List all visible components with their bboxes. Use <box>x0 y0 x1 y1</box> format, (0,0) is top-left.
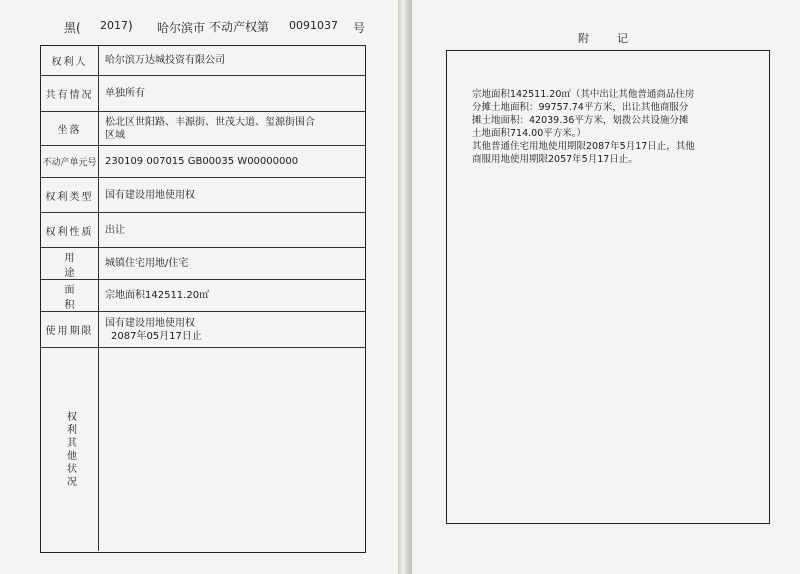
table-row <box>41 248 365 280</box>
row-label: 使用期限 <box>41 312 99 347</box>
rights-table <box>40 45 366 553</box>
table-row <box>41 312 365 348</box>
table-row <box>41 146 365 178</box>
notes-line: 商服用地使用期限2057年5月17日止。 <box>472 154 638 165</box>
certificate-header <box>0 14 404 38</box>
notes-text <box>472 88 702 166</box>
term-line-2: 2087年05月17日止 <box>111 330 202 342</box>
row-label: 面积 <box>41 280 99 311</box>
notes-line: 摊土地面积：42039.36平方米，划拨公共设施分摊 <box>472 115 689 126</box>
row-value: 230109 007015 GB00035 W00000000 <box>105 156 299 167</box>
row-value <box>105 348 361 551</box>
notes-line: 分摊土地面积：99757.74平方米，出让其他商服分 <box>472 102 689 113</box>
location-line-1: 松北区世阳路、丰源街、世茂大道、玺源街围合 <box>105 116 315 128</box>
row-label: 不动产单元号 <box>41 146 99 177</box>
row-label: 权利类型 <box>41 178 99 212</box>
row-value: 单独所有 <box>105 88 145 99</box>
table-row <box>41 348 365 551</box>
term-line-1: 国有建设用地使用权 <box>105 317 195 329</box>
notes-line: 其他普通住宅用地使用期限2087年5月17日止，其他 <box>472 141 695 152</box>
certificate-year: 2017 <box>100 19 128 32</box>
certificate-number: 0091037 <box>289 19 338 32</box>
table-row <box>41 76 365 112</box>
row-label: 权利人 <box>41 46 99 75</box>
number-suffix: 号 <box>353 21 366 35</box>
other-status-label: 权利其他状况 <box>64 410 76 489</box>
table-row <box>41 178 365 213</box>
row-value <box>105 312 361 347</box>
notes-line: 土地面积714.00平方米。） <box>472 128 586 139</box>
table-row <box>41 280 365 312</box>
row-value: 宗地面积142511.20㎡ <box>105 290 210 301</box>
row-label <box>41 348 99 551</box>
row-label: 权利性质 <box>41 213 99 247</box>
table-row <box>41 112 365 146</box>
notes-line: 宗地面积142511.20㎡（其中出让其他普通商品住房 <box>472 89 695 100</box>
row-value: 国有建设用地使用权 <box>105 189 195 201</box>
row-value: 哈尔滨万达城投资有限公司 <box>105 55 225 66</box>
certificate-title: 不动产权第 <box>209 20 270 34</box>
province-prefix: 黑( <box>64 21 81 35</box>
row-label: 用途 <box>41 248 99 279</box>
row-value <box>105 112 361 145</box>
year-close-paren: ) <box>128 19 133 33</box>
table-row <box>41 46 365 76</box>
row-value: 城镇住宅用地/住宅 <box>105 258 189 269</box>
notes-title: 附记 <box>578 32 656 45</box>
certificate-city: 哈尔滨市 <box>157 21 206 35</box>
row-label: 共有情况 <box>41 76 99 111</box>
table-row <box>41 213 365 248</box>
row-value: 出让 <box>105 224 125 236</box>
row-label: 坐落 <box>41 112 99 145</box>
location-line-2: 区域 <box>105 129 125 141</box>
book-gutter <box>398 0 412 574</box>
